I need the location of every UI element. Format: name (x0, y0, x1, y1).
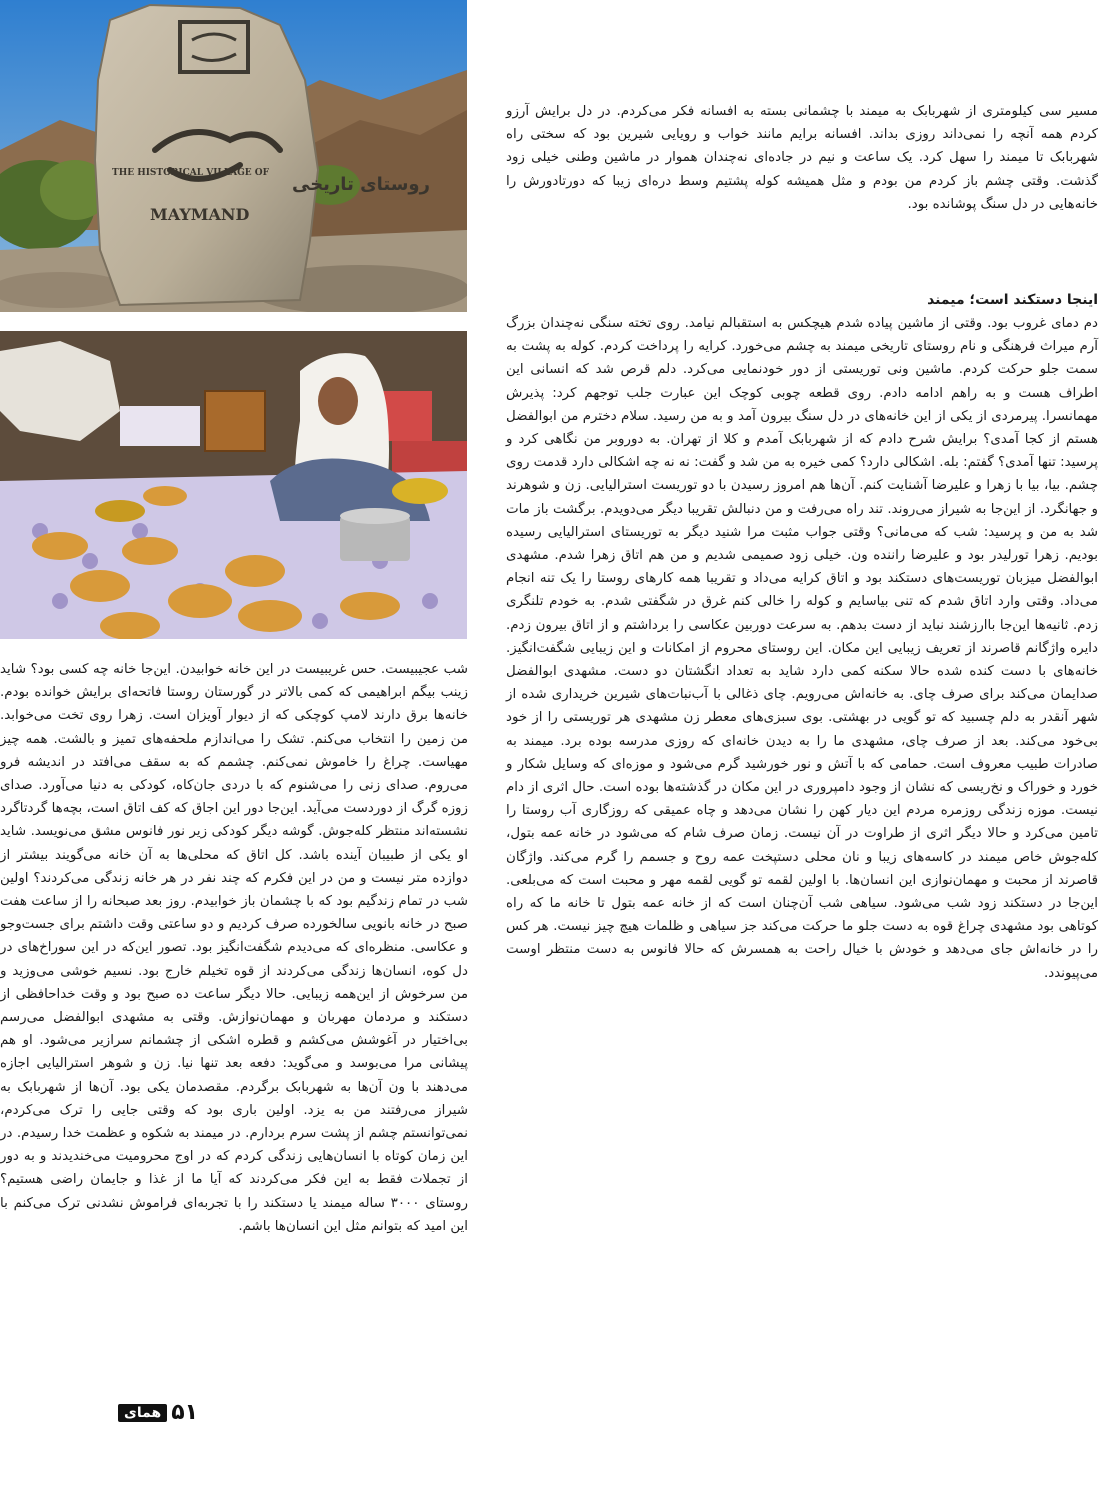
maymand-monument-photo (0, 0, 467, 312)
kitchen-illustration (0, 331, 467, 639)
stone-title-en: THE HISTORICAL VILLAGE OF (112, 168, 269, 178)
stone-title-fa: روستای تاریخی (292, 174, 430, 195)
page-number: ۵۱ (171, 1400, 199, 1425)
bread-baking-photo (0, 331, 467, 639)
left-column-body (0, 658, 468, 1238)
right-column-body (506, 312, 1098, 985)
section-heading: اینجا دستکند است؛ میمند (927, 292, 1098, 308)
magazine-logo: همای (118, 1404, 167, 1422)
intro-text: مسیر سی کیلومتری از شهربابک به میمند با چشمانی بسته به افسانه فکر می‌کردم. در دل برایش آرزو کردم همه آنچه را نمی‌داند روزی بداند. افسانه برایم مانند خواب و رویایی شیرین بود که سختی راه شهربابک تا میمند را سهل کرد. یک ساعت و نیم در جاده‌ای نه‌چندان هموار در ماشین وطنی خیلی زود گذشت. وقتی چشم باز کردم من بودم و مثل همیشه کوله پشتیم وسط دره‌ای زیبا که دورتادورش را خانه‌هایی در دل سنگ پوشانده بود. (506, 104, 1098, 212)
page-footer (118, 1400, 198, 1425)
left-column-text: شب عجیبیست. حس غریبیست در این خانه خوابیدن. این‌جا خانه چه کسی بود؟ شاید زینب بیگم ابراهیمی که کمی بالاتر در گورستان روستا فاتحه‌ای برایش خوانده بودم. خانه‌ها برق دارند لامپ کوچکی که از دیوار آویزان است. زهرا روی تخت می‌خوابد. من زمین را انتخاب می‌کنم. تشک را می‌اندازم ملحفه‌های تمیز و بالشت. همه چیز مهیاست. چراغ را خاموش نمی‌کنم. چشمم که به سقف می‌افتد در اندیشه فرو می‌روم. صدای زنی را می‌شنوم که با دردی جان‌کاه، کودکی به دنیا می‌آورد. صدای زوزه گرگ از دوردست می‌آید. این‌جا دور این اجاق که کف اتاق است، بچه‌ها گردتاگرد نشسته‌اند منتظر کله‌جوش. گوشه دیگر کودکی زیر نور فانوس مشق می‌نویسد. شاید او یکی از طبیبان آینده باشد. کل اتاق که محلی‌ها به آن خانه می‌گویند بیشتر از دوازده متر نیست و من در این فکرم که چند نفر در هر خانه زندگی می‌کردند؟ اولین شب در تمام زندگیم بود که با چشمان باز خوابیدم. روز بعد صبحانه را از ساعت هفت صبح در خانه بانویی سالخورده صرف کردیم و دو ساعتی وقت داشتم برای جست‌وجو و عکاسی. منظره‌ای که می‌دیدم شگفت‌انگیز بود. تصور این‌که در این سوراخ‌های در دل کوه، انسان‌ها زندگی می‌کردند از قوه تخیلم خارج بود. نسیم خوشی می‌وزید و من سرخوش از این‌همه زیبایی. حالا دیگر ساعت ده صبح بود و وقت خداحافظی از دستکند و مردمان مهربان و مهمان‌نوازش. وقتی به مشهدی ابوالفضل می‌رسم بی‌اختیار در آغوشش می‌کشم و قطره اشکی از چشمانم سرازیر می‌شود. او هم پیشانی مرا می‌بوسد و می‌گوید: دفعه بعد تنها نیا. زن و شوهر استرالیایی اجازه می‌دهند با ون آن‌ها به شهربابک برگردم. مقصدمان یکی بود. آن‌ها از شهربابک به شیراز می‌رفتند من به یزد. اولین باری بود که وقتی جایی را ترک می‌کردم، نمی‌توانستم چشم از پشت سرم بردارم. در میمند به شکوه و عظمت خدا رسیدم. در این زمان کوتاه با انسان‌هایی زندگی کردم که در اوج محرومیت می‌خندیدند و به دور از تجملات فقط به این فکر می‌کردند که آیا ما از غذا و جایمان راضی هستیم؟ روستای ۳۰۰۰ ساله میمند یا دستکند را با تجربه‌ای فراموش نشدنی ترک می‌کنم با این امید که بتوانم مثل این انسان‌ها باشم. (0, 662, 468, 1234)
monument-illustration (0, 0, 467, 312)
right-column-text: دم دمای غروب بود. وقتی از ماشین پیاده شدم هیچکس به استقبالم نیامد. روی تخته سنگی نه‌چندان بزرگ آرم میراث فرهنگی و نام روستای تاریخی میمند به چشم می‌خورد. کرایه را پرداخت کردم. کوله به پشت به سمت جلو حرکت کردم. ماشین ونی توریستی از دور خودنمایی می‌کرد. دلم قرص شد که انسانی این اطراف هست و به راهم ادامه دادم. روی قطعه چوبی کوچک این عبارت جلب توجهم کرد: پذیرش مهمانسرا. پیرمردی از یکی از این خانه‌های در دل سنگ بیرون آمد و به من رسید. سلام دخترم من ابوالفضل هستم از کجا آمدی؟ برایش شرح دادم که از شهربابک آمدم و کلا از تهران. به دوروبر من نگاهی کرد و پرسید: تنها آمدی؟ گفتم: بله. اشکالی دارد؟ کمی خیره به من شد و گفت: نه نه چه اشکالی دارد قدمت روی چشم. بیا، بیا با زهرا و علیرضا آشنایت کنم. آن‌ها هم امروز رسیدن با دو توریست استرالیایی. زن و شوهرند و جهانگرد. از این‌جا به شیراز می‌روند. تند راه می‌رفت و من دنبالش تقریبا دیگر می‌دویدم. برگشت باز مات شد به من و پرسید: شب که می‌مانی؟ وقتی جواب مثبت مرا شنید دیگر به توریستای استرالیایی رسیده بودیم. زهرا تورلیدر بود و علیرضا راننده ون. خیلی زود صمیمی شدیم و من هم اتاق زهرا شدم. مشهدی ابوالفضل میزبان توریست‌های دستکند بود و اتاق کرایه می‌داد و تقریبا همه کارهای روستا را یک تنه انجام می‌داد. وقتی وارد اتاق شدم که تنی بیاسایم و کوله را خالی کنم غرق در شگفتی شدم. به خودم تلنگری زدم. ثانیه‌ها این‌جا باارزشند نباید از دست بدهم. به سرعت دوربین عکاسی را برداشتم و از اتاق بیرون زدم. دایره واژگانم قاصرند از تعریف زیبایی این مکان. این روستای محروم از امکانات و این زیبایی شگفت‌انگیز. خانه‌های با دست کنده شده حالا سکنه کمی دارد شاید به تعداد انگشتان دو دست. مشهدی ابوالفضل صدایمان می‌کند برای صرف چای. به خانه‌اش می‌رویم. چای ذغالی با آب‌نبات‌های شیرین خریداری شده از شهر آنقدر به دلم چسبید که تو گویی در بهشتی. بوی سبزی‌های معطر زن مشهدی هر توریستی را از خود بی‌خود می‌کند. بعد از صرف چای، مشهدی ما را به دیدن خانه‌ای که روزی مدرسه بوده برد. میمند به صادرات طبیب معروف است. حمامی که با آتش و نور خورشید گرم می‌شود و موزه‌ای که وسایل شکار و خورد و خوراک و نخ‌ریسی که نشان از وجود دامپروری در این مکان در گذشته‌ها بوده است. حال اثری از دام نیست. موزه زندگی روزمره مردم این دیار کهن را نشان می‌دهد و چاه عمیقی که روزگاری آب روستا را تامین می‌کرد و حالا دیگر اثری از طراوت در آن نیست. زمان صرف شام که می‌شود در خانه عمه بتول، کله‌جوش خاص میمند در کاسه‌های زیبا و نان محلی دستپخت عمه روح و جسمم را گرم می‌کند. واژگان قاصرند از محبت و مهمان‌نوازی این انسان‌ها. با اولین لقمه تو گویی لقمه مهر و محبت است که می‌بلعی. این‌جا در دستکند زود شب می‌شود. سیاهی شب آن‌چنان است که از خانه عمه بتول تا خانه ما که راه کوتاهی بود مشهدی چراغ قوه به دست جلو ما حرکت می‌کند جز سیاهی و ظلمات هیچ چیز نیست. هر کس را در خانه‌اش جای می‌دهد و خودش با خیال راحت به همسرش که حالا فانوس به دست منتظر اوست می‌پیوندد. (506, 316, 1098, 981)
stone-name-en: MAYMAND (150, 205, 250, 224)
intro-paragraph (506, 100, 1098, 216)
